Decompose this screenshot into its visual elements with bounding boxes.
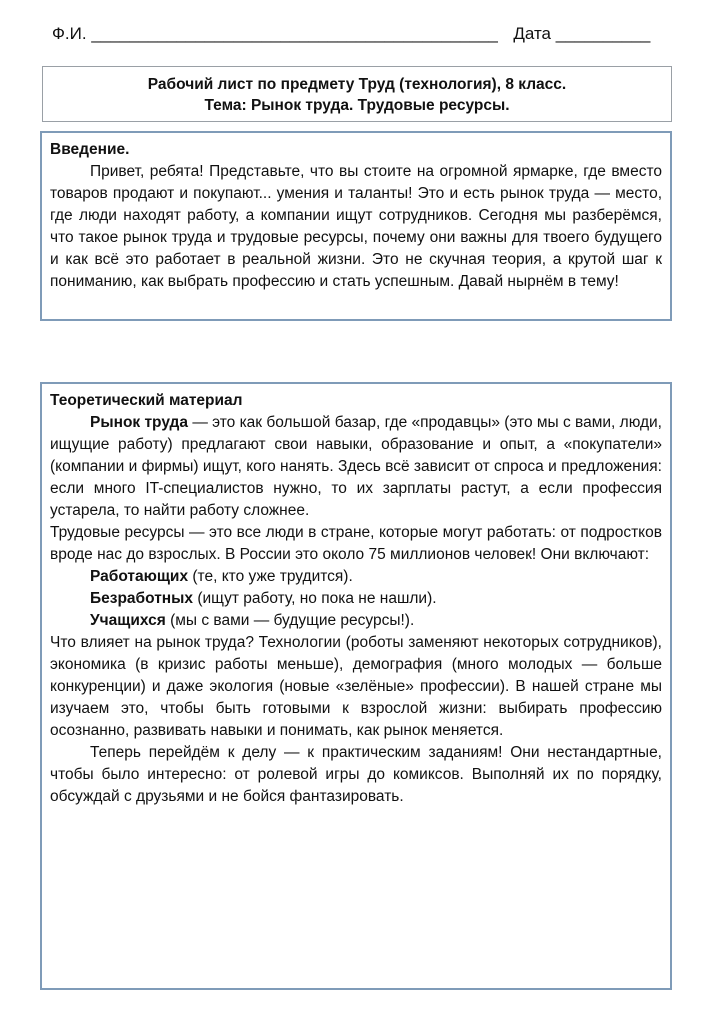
worksheet-title: Рабочий лист по предмету Труд (технология), 8 класс. — [147, 76, 567, 93]
header-line — [52, 24, 652, 44]
intro-box — [40, 131, 672, 321]
theory-paragraph-market: Рынок труда — это как большой базар, где «продавцы» (это мы с вами, люди, ищущие работу) предлагают свои навыки, образование и опыт, а «покупатели» (компании и фирмы) ищут, кого нанять. Здесь всё зависит от спроса и предложения: если много IT-специалистов нужно, то их зарплаты растут, а если профессия устарела, то найти работу сложнее. — [50, 414, 662, 519]
date-label: Дата — [513, 24, 552, 43]
worksheet-topic: Тема: Рынок труда. Трудовые ресурсы. — [204, 97, 510, 114]
title-box — [42, 66, 672, 122]
intro-heading: Введение. — [50, 141, 130, 158]
term-labor-market: Рынок труда — [90, 414, 189, 431]
name-blank[interactable]: ___________________________________________ — [91, 24, 498, 43]
name-label: Ф.И. — [52, 24, 87, 43]
theory-paragraph-next: Теперь перейдём к делу — к практическим заданиям! Они нестандартные, чтобы было интересно: от ролевой игры до комиксов. Выполняй их по порядку, обсуждай с друзьями и не бойся фантазировать. — [50, 744, 662, 805]
list-item: Работающих (те, кто уже трудится). — [90, 568, 353, 585]
theory-box — [40, 382, 672, 990]
theory-heading: Теоретический материал — [50, 392, 243, 409]
list-item: Учащихся (мы с вами — будущие ресурсы!). — [90, 612, 415, 629]
intro-text: Привет, ребята! Представьте, что вы стоите на огромной ярмарке, где вместо товаров продают и покупают... умения и таланты! Это и есть рынок труда — место, где люди находят работу, а компании ищут сотрудников. Сегодня мы разберёмся, что такое рынок труда и трудовые ресурсы, почему они важны для твоего будущего и как всё это работает в реальной жизни. Это не скучная теория, а крутой шаг к пониманию, как выбрать профессию и стать успешным. Давай нырнём в тему! — [50, 163, 662, 290]
list-item: Безработных (ищут работу, но пока не нашли). — [90, 590, 437, 607]
theory-paragraph-resources: Трудовые ресурсы — это все люди в стране, которые могут работать: от подростков вроде нас до взрослых. В России это около 75 миллионов человек! Они включают: — [50, 524, 662, 563]
theory-paragraph-factors: Что влияет на рынок труда? Технологии (роботы заменяют некоторых сотрудников), экономика (в кризис работы меньше), демография (много молодых — больше конкуренции) и даже экология (новые «зелёные» профессии). В нашей стране мы изучаем это, чтобы быть готовыми к взрослой жизни: выбирать профессию осознанно, развивать навыки и понимать, как рынок меняется. — [50, 634, 662, 739]
date-blank[interactable]: __________ — [555, 24, 651, 43]
